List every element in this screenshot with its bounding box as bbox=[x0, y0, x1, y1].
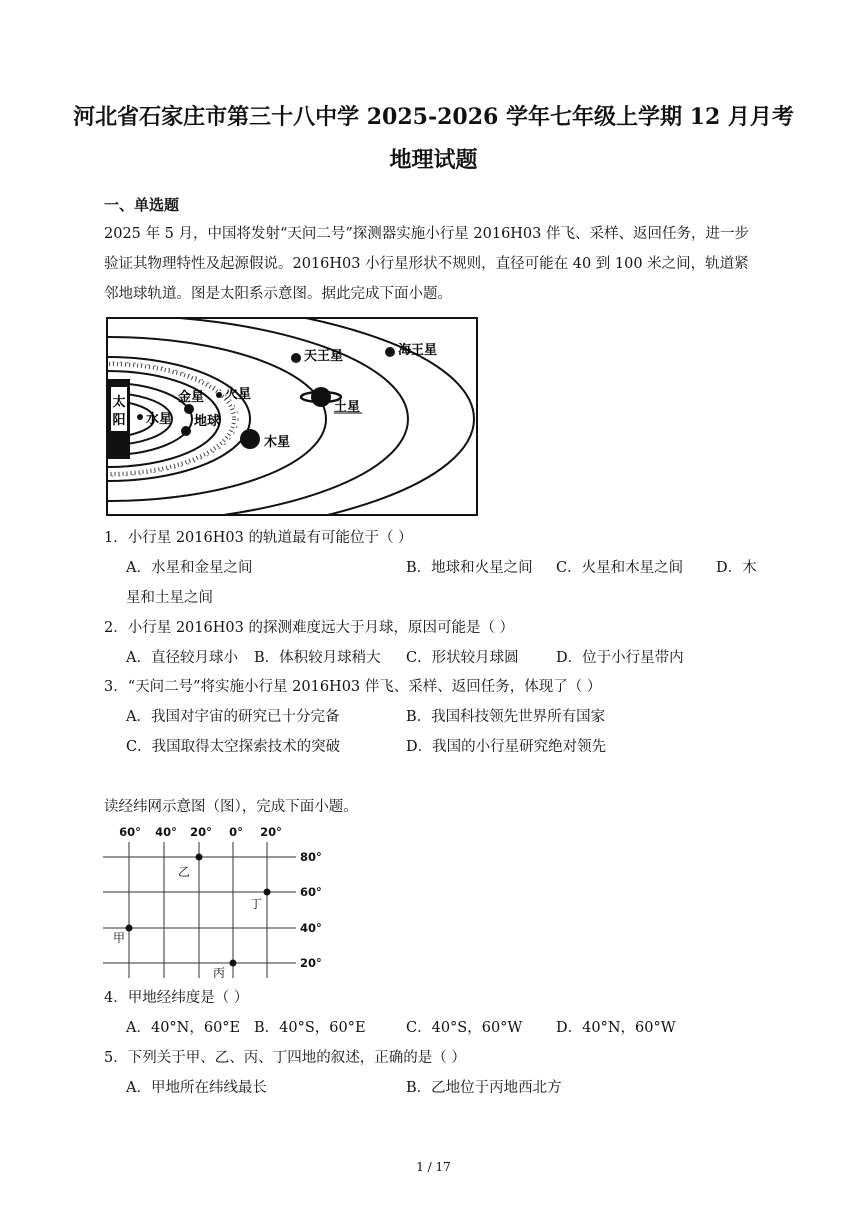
label-yi: 乙 bbox=[178, 865, 191, 879]
question-4-stem: 4．甲地经纬度是（ ） bbox=[104, 990, 249, 1006]
question-2-option-c[interactable]: C．形状较月球圆 bbox=[406, 650, 519, 666]
question-1-option-a[interactable]: A．水星和金星之间 bbox=[126, 560, 253, 576]
earth-label: 地球 bbox=[194, 414, 221, 429]
intro-line-3: 邻地球轨道。图是太阳系示意图。据此完成下面小题。 bbox=[104, 286, 452, 302]
question-2-stem: 2．小行星 2016H03 的探测难度远大于月球，原因可能是（ ） bbox=[104, 620, 515, 636]
question-5-option-a[interactable]: A．甲地所在纬线最长 bbox=[126, 1080, 267, 1096]
document-subtitle: 地理试题 bbox=[389, 147, 478, 173]
graticule-diagram bbox=[100, 822, 332, 982]
mars-label: 火星 bbox=[225, 387, 252, 402]
mars-dot bbox=[216, 392, 222, 398]
solar-system-diagram bbox=[106, 317, 478, 516]
question-2-option-d[interactable]: D．位于小行星带内 bbox=[556, 650, 684, 666]
question-2-option-a[interactable]: A．直径较月球小 bbox=[126, 650, 238, 666]
lon-label-20: 20° bbox=[190, 825, 212, 839]
lon-label-0: 0° bbox=[229, 825, 243, 839]
intro-line-2: 验证其物理特性及起源假说。2016H03 小行星形状不规则，直径可能在 40 到 100 米之间，轨道紧 bbox=[104, 256, 749, 272]
uranus-label: 天王星 bbox=[304, 349, 344, 364]
uranus-dot bbox=[291, 353, 301, 363]
label-bing: 丙 bbox=[213, 966, 226, 980]
point-jia bbox=[126, 925, 133, 932]
lat-label-60: 60° bbox=[300, 885, 322, 899]
venus-dot bbox=[184, 404, 194, 414]
question-3-option-b[interactable]: B．我国科技领先世界所有国家 bbox=[406, 709, 606, 725]
question-4-option-c[interactable]: C．40°S，60°W bbox=[406, 1020, 523, 1036]
lat-label-40: 40° bbox=[300, 921, 322, 935]
question-1-option-b[interactable]: B．地球和火星之间 bbox=[406, 560, 533, 576]
solar-system-svg bbox=[108, 319, 476, 514]
lon-label-40: 40° bbox=[155, 825, 177, 839]
point-bing bbox=[230, 960, 237, 967]
question-1-option-d[interactable]: D．木 bbox=[716, 560, 757, 576]
saturn-label: 土星 bbox=[334, 400, 361, 415]
question-5-option-b[interactable]: B．乙地位于丙地西北方 bbox=[406, 1080, 562, 1096]
sun-label-1: 太 bbox=[112, 395, 126, 410]
question-3-stem: 3．“天问二号”将实施小行星 2016H03 伴飞、采样、返回任务，体现了（ ） bbox=[104, 679, 602, 695]
lat-label-80: 80° bbox=[300, 850, 322, 864]
label-jia: 甲 bbox=[113, 931, 126, 945]
jupiter-dot bbox=[240, 429, 260, 449]
page-number: 1 / 17 bbox=[416, 1160, 451, 1174]
question-4-option-d[interactable]: D．40°N，60°W bbox=[556, 1020, 676, 1036]
venus-label: 金星 bbox=[178, 390, 205, 405]
grid-intro: 读经纬网示意图（图），完成下面小题。 bbox=[104, 799, 358, 815]
mercury-dot bbox=[137, 414, 143, 420]
label-ding: 丁 bbox=[250, 897, 263, 911]
question-1-option-c[interactable]: C．火星和木星之间 bbox=[556, 560, 684, 576]
question-4-option-b[interactable]: B．40°S，60°E bbox=[254, 1020, 366, 1036]
lat-label-20: 20° bbox=[300, 956, 322, 970]
lon-label-60: 60° bbox=[119, 825, 141, 839]
jupiter-label: 木星 bbox=[264, 435, 291, 450]
question-3-option-a[interactable]: A．我国对宇宙的研究已十分完备 bbox=[126, 709, 340, 725]
mercury-label: 水星 bbox=[146, 412, 173, 427]
point-ding bbox=[264, 889, 271, 896]
earth-dot bbox=[181, 426, 191, 436]
point-yi bbox=[196, 854, 203, 861]
question-4-option-a[interactable]: A．40°N，60°E bbox=[126, 1020, 241, 1036]
question-1-option-d-cont: 星和土星之间 bbox=[126, 590, 213, 606]
lon-label-20e: 20° bbox=[260, 825, 282, 839]
intro-line-1: 2025 年 5 月，中国将发射“天问二号”探测器实施小行星 2016H03 伴飞、采样、返回任务，进一步 bbox=[104, 226, 749, 242]
document-title: 河北省石家庄市第三十八中学 2025-2026 学年七年级上学期 12 月月考 bbox=[73, 104, 794, 130]
neptune-label: 海王星 bbox=[398, 343, 438, 358]
section-heading: 一、单选题 bbox=[104, 196, 180, 214]
saturn-dot bbox=[311, 387, 331, 407]
sun-label-2: 阳 bbox=[112, 413, 126, 428]
question-3-option-d[interactable]: D．我国的小行星研究绝对领先 bbox=[406, 739, 607, 755]
neptune-dot bbox=[385, 347, 395, 357]
question-2-option-b[interactable]: B．体积较月球稍大 bbox=[254, 650, 381, 666]
question-5-stem: 5．下列关于甲、乙、丙、丁四地的叙述，正确的是（ ） bbox=[104, 1050, 466, 1066]
question-1-stem: 1．小行星 2016H03 的轨道最有可能位于（ ） bbox=[104, 530, 413, 546]
question-3-option-c[interactable]: C．我国取得太空探索技术的突破 bbox=[126, 739, 341, 755]
